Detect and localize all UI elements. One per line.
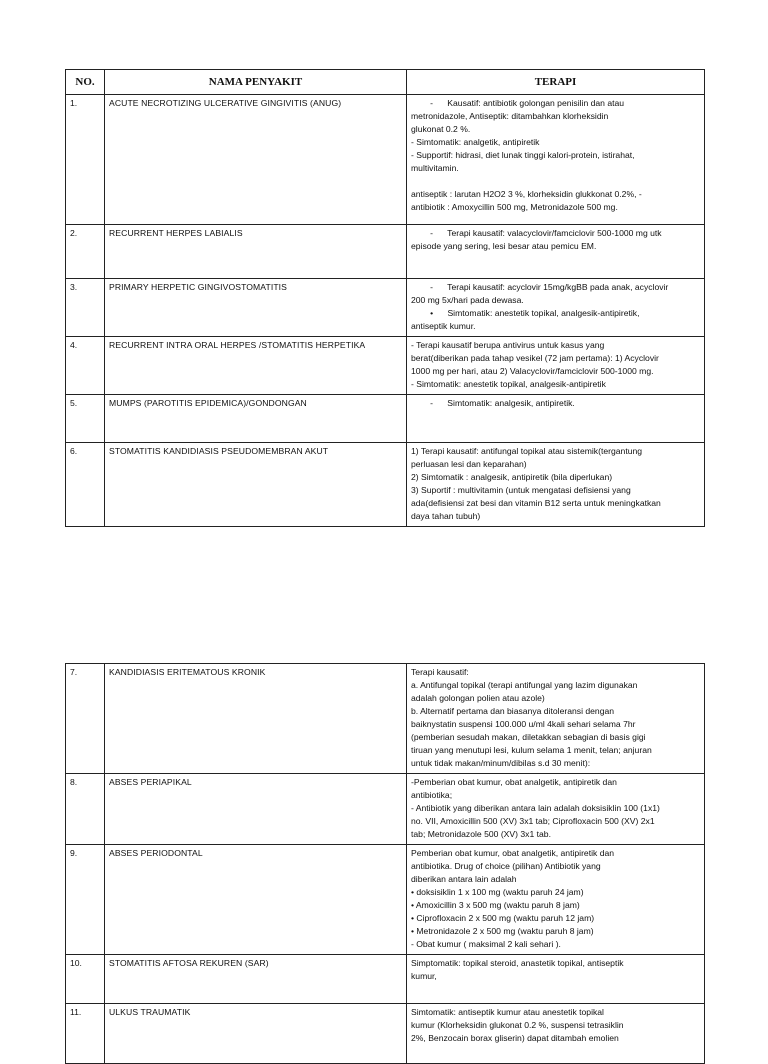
row-number: 11.: [66, 1004, 105, 1064]
therapy-line: • Amoxicillin 3 x 500 mg (waktu paruh 8 jam): [411, 900, 580, 910]
therapy-line: - Simtomatik: analgesik, antipiretik.: [411, 398, 575, 408]
table-row: [66, 395, 705, 443]
therapy-line: 2) Simtomatik : analgesik, antipiretik (bila diperlukan): [411, 472, 613, 482]
therapy-cell: [407, 279, 705, 337]
therapy-line: glukonat 0.2 %.: [411, 124, 471, 134]
therapy-cell: [407, 955, 705, 1004]
therapy-line: 2%, Benzocain borax gliserin) dapat ditambah emolien: [411, 1033, 619, 1043]
therapy-cell: [407, 774, 705, 845]
row-number: 4.: [66, 337, 105, 395]
disease-name: RECURRENT HERPES LABIALIS: [105, 225, 407, 279]
therapy-line: tiruan yang menutupi lesi, kulum selama 1 menit, telan; anjuran: [411, 745, 652, 755]
therapy-line: episode yang sering, lesi besar atau pemicu EM.: [411, 241, 597, 251]
table-row: [66, 337, 705, 395]
disease-name: STOMATITIS AFTOSA REKUREN (SAR): [105, 955, 407, 1004]
therapy-line: diberikan antara lain adalah: [411, 874, 517, 884]
row-number: 10.: [66, 955, 105, 1004]
therapy-line: (pemberian sesudah makan, diletakkan sebagian di basis gigi: [411, 732, 646, 742]
therapy-cell: [407, 395, 705, 443]
header-no: NO.: [66, 70, 105, 95]
therapy-cell: [407, 845, 705, 955]
therapy-line: • Simtomatik: anestetik topikal, analgesik-antipiretik,: [411, 308, 640, 318]
therapy-line: • doksisiklin 1 x 100 mg (waktu paruh 24 jam): [411, 887, 584, 897]
disease-name: MUMPS (PAROTITIS EPIDEMICA)/GONDONGAN: [105, 395, 407, 443]
therapy-cell: [407, 95, 705, 225]
row-number: 9.: [66, 845, 105, 955]
therapy-line: antibiotika;: [411, 790, 453, 800]
disease-name: KANDIDIASIS ERITEMATOUS KRONIK: [105, 664, 407, 774]
row-number: 5.: [66, 395, 105, 443]
table-row: [66, 279, 705, 337]
disease-name: PRIMARY HERPETIC GINGIVOSTOMATITIS: [105, 279, 407, 337]
therapy-line: - Supportif: hidrasi, diet lunak tinggi kalori-protein, istirahat,: [411, 150, 635, 160]
therapy-line: antibiotik : Amoxycillin 500 mg, Metronidazole 500 mg.: [411, 202, 618, 212]
therapy-line: kumur (Klorheksidin glukonat 0.2 %, suspensi tetrasiklin: [411, 1020, 624, 1030]
therapy-line: - Obat kumur ( maksimal 2 kali sehari ).: [411, 939, 561, 949]
row-number: 8.: [66, 774, 105, 845]
therapy-line: • Ciprofloxacin 2 x 500 mg (waktu paruh 12 jam): [411, 913, 595, 923]
disease-name: RECURRENT INTRA ORAL HERPES /STOMATITIS HERPETIKA: [105, 337, 407, 395]
therapy-line: - Kausatif: antibiotik golongan penisilin dan atau: [411, 98, 625, 108]
therapy-line: Pemberian obat kumur, obat analgetik, antipiretik dan: [411, 848, 615, 858]
therapy-line: - Simtomatik: anestetik topikal, analgesik-antipiretik: [411, 379, 606, 389]
therapy-line: a. Antifungal topikal (terapi antifungal yang lazim digunakan: [411, 680, 638, 690]
table-row: [66, 95, 705, 225]
disease-name: ACUTE NECROTIZING ULCERATIVE GINGIVITIS (ANUG): [105, 95, 407, 225]
table-row: [66, 443, 705, 527]
therapy-cell: [407, 443, 705, 527]
disease-name: STOMATITIS KANDIDIASIS PSEUDOMEMBRAN AKUT: [105, 443, 407, 527]
therapy-line: 200 mg 5x/hari pada dewasa.: [411, 295, 524, 305]
therapy-line: untuk tidak makan/minum/dibilas s.d 30 menit):: [411, 758, 591, 768]
therapy-line: adalah golongan polien atau azole): [411, 693, 545, 703]
therapy-line: berat(diberikan pada tahap vesikel (72 jam pertama): 1) Acyclovir: [411, 353, 659, 363]
row-number: 2.: [66, 225, 105, 279]
therapy-line: Terapi kausatif:: [411, 667, 469, 677]
table-row: [66, 664, 705, 774]
therapy-cell: [407, 664, 705, 774]
therapy-line: tab; Metronidazole 500 (XV) 3x1 tab.: [411, 829, 551, 839]
therapy-line: ada(defisiensi zat besi dan vitamin B12 serta untuk meningkatkan: [411, 498, 661, 508]
therapy-table-1: [65, 69, 705, 527]
therapy-line: b. Alternatif pertama dan biasanya ditoleransi dengan: [411, 706, 615, 716]
therapy-line: kumur,: [411, 971, 437, 981]
therapy-line: 1000 mg per hari, atau 2) Valacyclovir/famciclovir 500-1000 mg.: [411, 366, 654, 376]
therapy-line: - Antibiotik yang diberikan antara lain adalah doksisiklin 100 (1x1): [411, 803, 660, 813]
therapy-line: Simptomatik: topikal steroid, anastetik topikal, antiseptik: [411, 958, 624, 968]
therapy-line: 1) Terapi kausatif: antifungal topikal atau sistemik(tergantung: [411, 446, 643, 456]
table-row: [66, 845, 705, 955]
therapy-line: metronidazole, Antiseptik: ditambahkan klorheksidin: [411, 111, 609, 121]
therapy-line: - Simtomatik: analgetik, antipiretik: [411, 137, 540, 147]
row-number: 1.: [66, 95, 105, 225]
table-row: [66, 955, 705, 1004]
disease-name: ABSES PERIAPIKAL: [105, 774, 407, 845]
table-row: [66, 1004, 705, 1064]
therapy-line: antiseptik : larutan H2O2 3 %, klorheksidin glukkonat 0.2%, -: [411, 189, 642, 199]
disease-name: ULKUS TRAUMATIK: [105, 1004, 407, 1064]
row-number: 7.: [66, 664, 105, 774]
therapy-cell: [407, 1004, 705, 1064]
therapy-line: - Terapi kausatif berupa antivirus untuk kasus yang: [411, 340, 605, 350]
therapy-line: antiseptik kumur.: [411, 321, 476, 331]
therapy-line: Simtomatik: antiseptik kumur atau anestetik topikal: [411, 1007, 604, 1017]
header-terapi: TERAPI: [407, 70, 705, 95]
therapy-line: daya tahan tubuh): [411, 511, 481, 521]
therapy-cell: [407, 337, 705, 395]
therapy-line: • Metronidazole 2 x 500 mg (waktu paruh 8 jam): [411, 926, 594, 936]
row-number: 6.: [66, 443, 105, 527]
therapy-line: - Terapi kausatif: acyclovir 15mg/kgBB pada anak, acyclovir: [411, 282, 669, 292]
therapy-line: 3) Suportif : multivitamin (untuk mengatasi defisiensi yang: [411, 485, 631, 495]
therapy-line: multivitamin.: [411, 163, 459, 173]
therapy-line: - Terapi kausatif: valacyclovir/famciclovir 500-1000 mg utk: [411, 228, 662, 238]
row-number: 3.: [66, 279, 105, 337]
therapy-table-2: [65, 663, 705, 1064]
table-row: [66, 774, 705, 845]
therapy-cell: [407, 225, 705, 279]
therapy-line: baiknystatin suspensi 100.000 u/ml 4kali sehari selama 7hr: [411, 719, 636, 729]
therapy-line: antibiotika. Drug of choice (pilihan) Antibiotik yang: [411, 861, 601, 871]
header-row: [66, 70, 705, 95]
therapy-line: -Pemberian obat kumur, obat analgetik, antipiretik dan: [411, 777, 617, 787]
therapy-line: no. VII, Amoxicillin 500 (XV) 3x1 tab; Ciprofloxacin 500 (XV) 2x1: [411, 816, 655, 826]
therapy-line: perluasan lesi dan keparahan): [411, 459, 527, 469]
header-nama-penyakit: NAMA PENYAKIT: [105, 70, 407, 95]
table-row: [66, 225, 705, 279]
therapy-line: [411, 175, 700, 188]
disease-name: ABSES PERIODONTAL: [105, 845, 407, 955]
